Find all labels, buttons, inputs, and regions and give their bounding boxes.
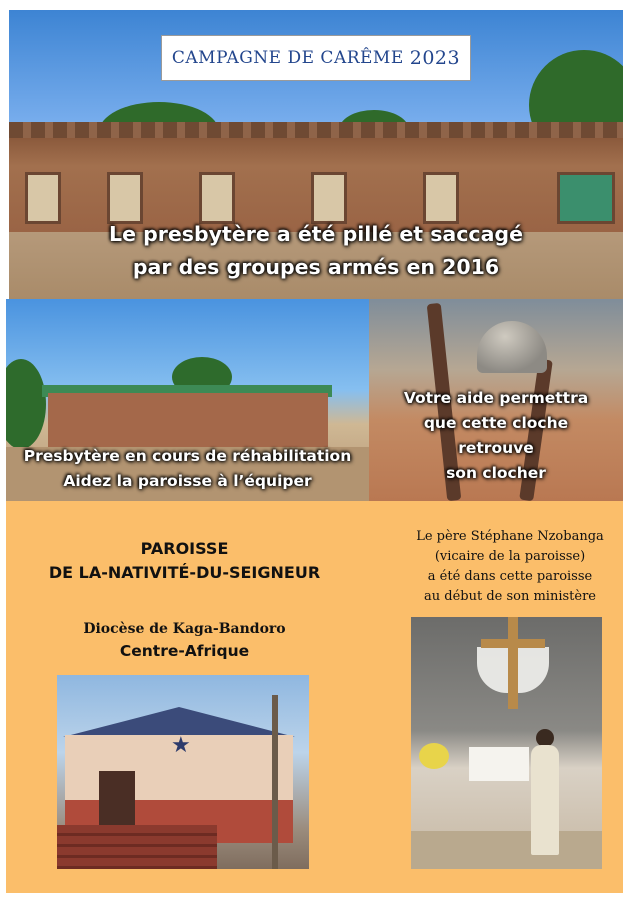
window	[311, 172, 347, 224]
bell-icon	[477, 321, 547, 373]
country-name: Centre-Afrique	[119, 642, 250, 660]
caption-line: Aidez la paroisse à l’équiper	[63, 472, 312, 490]
church-steps	[57, 825, 217, 869]
window	[107, 172, 143, 224]
bell-caption	[369, 386, 623, 486]
priest-line: au début de son ministère	[424, 589, 596, 604]
floor	[411, 831, 602, 869]
caption-line: son clocher	[446, 464, 546, 482]
altar	[469, 747, 529, 781]
priest-photo	[411, 617, 602, 869]
cross-icon	[481, 639, 545, 648]
priest-line: Le père Stéphane Nzobanga	[416, 529, 604, 544]
window	[423, 172, 459, 224]
parish-title-line: PAROISSE	[140, 539, 229, 558]
caption-line: retrouve	[458, 439, 534, 457]
priest-description	[398, 527, 622, 607]
flowers	[419, 743, 449, 769]
caption-line: Presbytère en cours de réhabilitation	[23, 447, 352, 465]
campaign-title-box	[161, 35, 471, 81]
priest-line: a été dans cette paroisse	[427, 569, 593, 584]
diocese-name: Diocèse de Kaga-Bandoro	[83, 621, 286, 637]
church-photo	[57, 675, 309, 869]
presbytery-building	[48, 393, 328, 447]
caption-line: Votre aide permettra	[403, 389, 589, 407]
pole	[272, 695, 278, 869]
priest-figure	[531, 745, 559, 855]
caption-line: que cette cloche	[423, 414, 569, 432]
campaign-year: 2023	[409, 47, 461, 69]
church-door	[99, 771, 135, 833]
rehabilitation-caption	[6, 444, 369, 494]
caption-line: par des groupes armés en 2016	[132, 255, 500, 279]
star-icon: ★	[171, 733, 191, 758]
window	[557, 172, 615, 224]
top-photo-caption	[9, 218, 623, 284]
priest-line: (vicaire de la paroisse)	[434, 549, 586, 564]
window	[199, 172, 235, 224]
cross-icon	[508, 617, 518, 709]
window	[25, 172, 61, 224]
caption-line: Le presbytère a été pillé et saccagé	[109, 222, 523, 246]
campaign-label: CAMPAGNE DE CARÊME	[171, 48, 404, 68]
parish-title-line: DE LA-NATIVITÉ-DU-SEIGNEUR	[48, 563, 321, 582]
tree	[6, 359, 46, 449]
parish-title	[12, 537, 357, 585]
